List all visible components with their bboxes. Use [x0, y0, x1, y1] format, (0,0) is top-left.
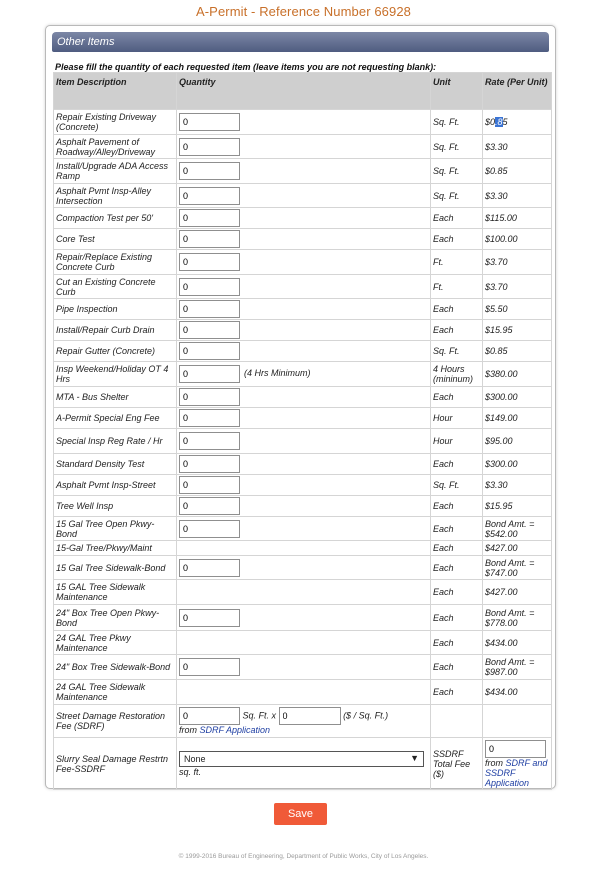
quantity-input[interactable]	[179, 253, 240, 271]
item-description: Insp Weekend/Holiday OT 4 Hrs	[54, 362, 177, 387]
table-row	[54, 605, 552, 631]
item-description: A-Permit Special Eng Fee	[54, 408, 177, 429]
unit: Each	[431, 580, 483, 605]
rate: $3.70	[483, 250, 552, 275]
unit: Sq. Ft.	[431, 135, 483, 159]
table-row	[54, 250, 552, 275]
table-header-row	[54, 73, 552, 110]
quantity-input[interactable]	[179, 658, 240, 676]
item-description: 15 Gal Tree Open Pkwy-Bond	[54, 517, 177, 541]
quantity-input[interactable]	[179, 342, 240, 360]
table-row	[54, 387, 552, 408]
unit: Each	[431, 517, 483, 541]
table-row	[54, 159, 552, 184]
item-description: 24 GAL Tree Pkwy Maintenance	[54, 631, 177, 655]
table-row	[54, 631, 552, 655]
rate: Bond Amt. = $987.00	[483, 655, 552, 680]
rate: $300.00	[483, 387, 552, 408]
from-label: from	[485, 757, 503, 768]
table-row	[54, 475, 552, 496]
quantity-input[interactable]	[179, 230, 240, 248]
table-row	[54, 135, 552, 159]
header-item: Item Description	[54, 73, 177, 110]
item-description: 15-Gal Tree/Pkwy/Maint	[54, 541, 177, 556]
rate: $434.00	[483, 631, 552, 655]
rate: $300.00	[483, 454, 552, 475]
unit: Sq. Ft.	[431, 341, 483, 362]
table-row	[54, 110, 552, 135]
table-row	[54, 408, 552, 429]
table-row	[54, 320, 552, 341]
table-row	[54, 229, 552, 250]
item-description: Tree Well Insp	[54, 496, 177, 517]
unit: Each	[431, 387, 483, 408]
table-row	[54, 275, 552, 299]
rate: $427.00	[483, 541, 552, 556]
unit: Each	[431, 208, 483, 229]
quantity-input[interactable]	[179, 497, 240, 515]
select-value: None	[184, 753, 206, 764]
panel-header: Other Items	[52, 32, 549, 52]
sdrf-row	[54, 705, 552, 738]
from-label: from	[179, 725, 197, 735]
rate: $100.00	[483, 229, 552, 250]
item-description: Standard Density Test	[54, 454, 177, 475]
unit: Each	[431, 541, 483, 556]
unit: Sq. Ft.	[431, 184, 483, 208]
unit: Ft.	[431, 250, 483, 275]
rate: $0.85	[483, 110, 552, 135]
item-description: Core Test	[54, 229, 177, 250]
table-row	[54, 341, 552, 362]
unit: Each	[431, 631, 483, 655]
rate: $434.00	[483, 680, 552, 705]
ssdrf-select[interactable]	[179, 751, 424, 767]
item-description: 15 Gal Tree Sidewalk-Bond	[54, 556, 177, 580]
ssdrf-application-link[interactable]: SDRF and SSDRF Application	[485, 757, 548, 788]
unit: Each	[431, 496, 483, 517]
rate: $0.85	[483, 341, 552, 362]
header-rate: Rate (Per Unit)	[483, 73, 552, 110]
table-row	[54, 517, 552, 541]
quantity-input[interactable]	[179, 365, 240, 383]
rate: $3.30	[483, 184, 552, 208]
item-description: Cut an Existing Concrete Curb	[54, 275, 177, 299]
table-row	[54, 655, 552, 680]
table-row	[54, 496, 552, 517]
quantity-input[interactable]	[179, 187, 240, 205]
item-description: Street Damage Restoration Fee (SDRF)	[54, 705, 177, 738]
items-table	[53, 72, 552, 790]
item-description: MTA - Bus Shelter	[54, 387, 177, 408]
quantity-input[interactable]	[179, 476, 240, 494]
sqft-label: Sq. Ft. x	[242, 710, 277, 721]
unit: Each	[431, 680, 483, 705]
unit: Sq. Ft.	[431, 475, 483, 496]
ssdrf-total-label: SSDRF Total Fee ($)	[431, 738, 483, 790]
rate: $3.30	[483, 475, 552, 496]
quantity-input[interactable]	[179, 138, 240, 156]
table-row	[54, 454, 552, 475]
quantity-input[interactable]	[179, 455, 240, 473]
unit: Hour	[431, 408, 483, 429]
instructions: Please fill the quantity of each requested item (leave items you are not requesting blank):	[55, 62, 437, 72]
table-row	[54, 429, 552, 454]
quantity-input[interactable]	[179, 321, 240, 339]
item-description: 24" Box Tree Open Pkwy-Bond	[54, 605, 177, 631]
table-row	[54, 208, 552, 229]
item-description: Install/Upgrade ADA Access Ramp	[54, 159, 177, 184]
quantity-input[interactable]	[179, 388, 240, 406]
table-row	[54, 184, 552, 208]
rate: $3.30	[483, 135, 552, 159]
rate: $95.00	[483, 429, 552, 454]
item-description: Special Insp Reg Rate / Hr	[54, 429, 177, 454]
table-row	[54, 299, 552, 320]
rate: $3.70	[483, 275, 552, 299]
unit: Sq. Ft.	[431, 110, 483, 135]
rate: $15.95	[483, 496, 552, 517]
table-row	[54, 580, 552, 605]
page-title: A-Permit - Reference Number 66928	[195, 4, 411, 19]
rate: $5.50	[483, 299, 552, 320]
unit: Each	[431, 320, 483, 341]
header-unit: Unit	[431, 73, 483, 110]
rate: $115.00	[483, 208, 552, 229]
table-row	[54, 556, 552, 580]
footer-copyright: © 1999-2016 Bureau of Engineering, Department of Public Works, City of Los Angeles.	[178, 853, 429, 860]
unit: Each	[431, 454, 483, 475]
quantity-input[interactable]	[179, 520, 240, 538]
quantity-input[interactable]	[179, 278, 240, 296]
quantity-input[interactable]	[179, 559, 240, 577]
item-description: Asphalt Pvmt Insp-Street	[54, 475, 177, 496]
quantity-input[interactable]	[179, 432, 240, 450]
unit: Hour	[431, 429, 483, 454]
item-description: Repair/Replace Existing Concrete Curb	[54, 250, 177, 275]
item-description: 24 GAL Tree Sidewalk Maintenance	[54, 680, 177, 705]
unit: Each	[431, 655, 483, 680]
unit: Each	[431, 605, 483, 631]
item-description: Pipe Inspection	[54, 299, 177, 320]
rate: Bond Amt. = $778.00	[483, 605, 552, 631]
rate: $380.00	[483, 362, 552, 387]
minimum-note: (4 Hrs Minimum)	[244, 368, 311, 379]
table-row	[54, 541, 552, 556]
item-description: Install/Repair Curb Drain	[54, 320, 177, 341]
unit: Ft.	[431, 275, 483, 299]
unit: Each	[431, 229, 483, 250]
rate: $149.00	[483, 408, 552, 429]
unit: Sq. Ft.	[431, 159, 483, 184]
rate: $15.95	[483, 320, 552, 341]
unit: Each	[431, 299, 483, 320]
sqft-label: sq. ft.	[179, 766, 202, 777]
quantity-input[interactable]	[179, 300, 240, 318]
rate: $427.00	[483, 580, 552, 605]
item-description: Slurry Seal Damage Restrtn Fee-SSDRF	[54, 738, 177, 790]
sdrf-application-link[interactable]: SDRF Application	[199, 725, 271, 735]
save-button[interactable]: Save	[274, 803, 327, 825]
item-description: Repair Existing Driveway (Concrete)	[54, 110, 177, 135]
rate: Bond Amt. = $747.00	[483, 556, 552, 580]
table-row	[54, 680, 552, 705]
unit: 4 Hours (mininum)	[431, 362, 483, 387]
item-description: 15 GAL Tree Sidewalk Maintenance	[54, 580, 177, 605]
slurry-row	[54, 738, 552, 790]
item-description: Repair Gutter (Concrete)	[54, 341, 177, 362]
quantity-input[interactable]	[179, 113, 240, 131]
item-description: Asphalt Pavement of Roadway/Alley/Driveway	[54, 135, 177, 159]
rate: $0.85	[483, 159, 552, 184]
rate: Bond Amt. = $542.00	[483, 517, 552, 541]
triangle-down-icon: ▼	[410, 752, 419, 763]
item-description: Asphalt Pvmt Insp-Alley Intersection	[54, 184, 177, 208]
quantity-input[interactable]	[179, 162, 240, 180]
sdrf-rate-input[interactable]	[279, 707, 341, 725]
quantity-input[interactable]	[179, 209, 240, 227]
item-description: Compaction Test per 50'	[54, 208, 177, 229]
rate-unit-label: ($ / Sq. Ft.)	[343, 710, 389, 721]
quantity-input[interactable]	[179, 609, 240, 627]
header-quantity: Quantity	[177, 73, 431, 110]
table-row	[54, 362, 552, 387]
item-description: 24" Box Tree Sidewalk-Bond	[54, 655, 177, 680]
quantity-input[interactable]	[179, 409, 240, 427]
unit: Each	[431, 556, 483, 580]
sdrf-sqft-input[interactable]	[179, 707, 240, 725]
ssdrf-fee-input[interactable]	[485, 740, 546, 758]
